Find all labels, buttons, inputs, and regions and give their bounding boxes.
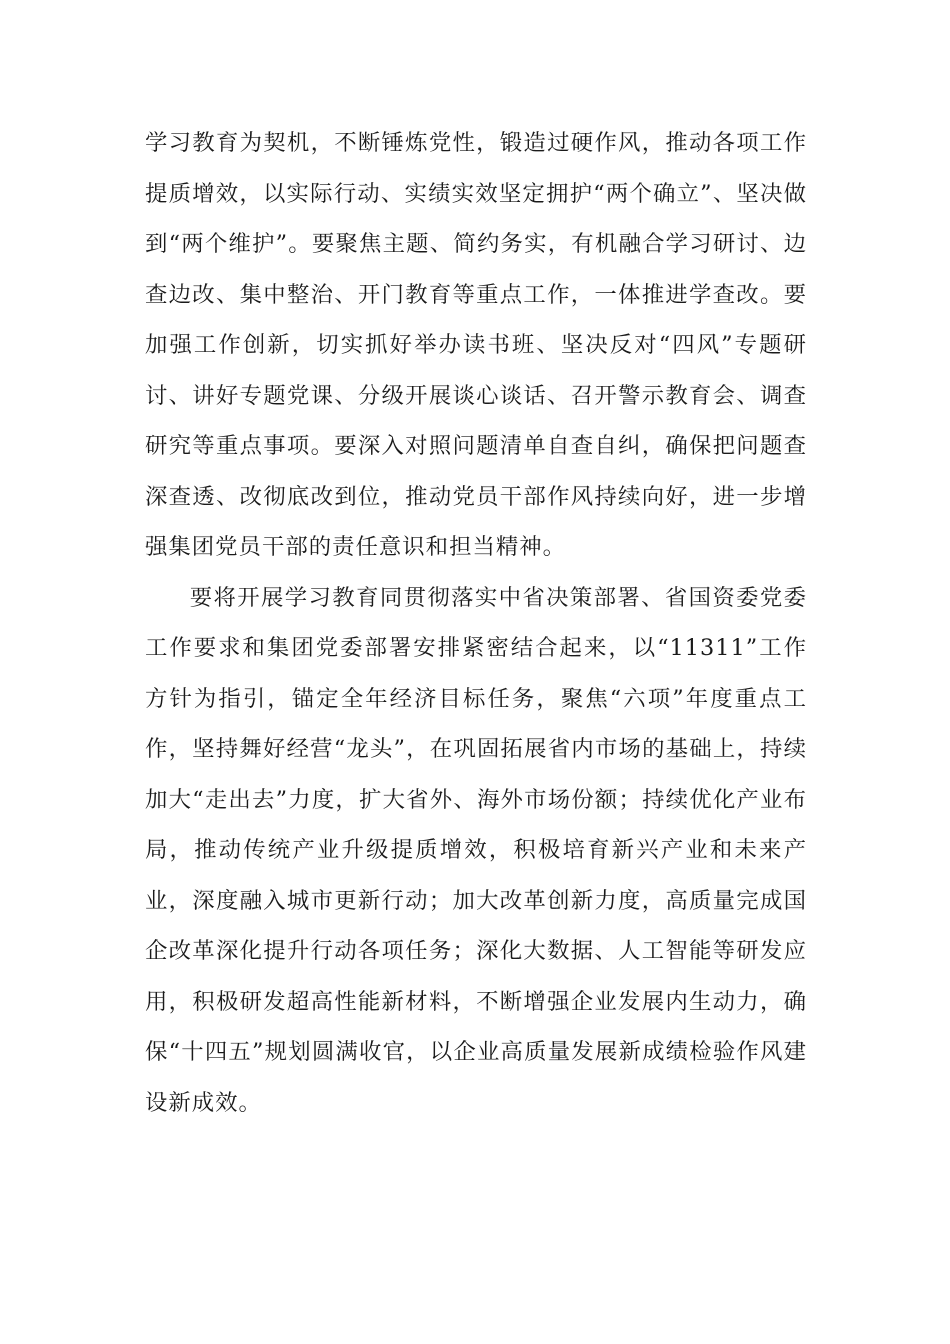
paragraph-2: 要将开展学习教育同贯彻落实中省决策部署、省国资委党委工作要求和集团党委部署安排紧密结合起来，以“11311”工作方针为指引，锚定全年经济目标任务，聚焦“六项”年度重点工作，坚持舞好经营“龙头”，在巩固拓展省内市场的基础上，持续加大“走出去”力度，扩大省外、海外市场份额；持续优化产业布局，推动传统产业升级提质增效，积极培育新兴产业和未来产业，深度融入城市更新行动；加大改革创新力度，高质量完成国企改革深化提升行动各项任务；深化大数据、人工智能等研发应用，积极研发超高性能新材料，不断增强企业发展内生动力，确保“十四五”规划圆满收官，以企业高质量发展新成绩检验作风建设新成效。: [145, 584, 807, 1116]
paragraph-1: 学习教育为契机，不断锤炼党性，锻造过硬作风，推动各项工作提质增效，以实际行动、实绩实效坚定拥护“两个确立”、坚决做到“两个维护”。要聚焦主题、简约务实，有机融合学习研讨、边查边改、集中整治、开门教育等重点工作，一体推进学查改。要加强工作创新，切实抓好举办读书班、坚决反对“四风”专题研讨、讲好专题党课、分级开展谈心谈话、召开警示教育会、调查研究等重点事项。要深入对照问题清单自查自纠，确保把问题查深查透、改彻底改到位，推动党员干部作风持续向好，进一步增强集团党员干部的责任意识和担当精神。: [145, 130, 807, 560]
document-page: [145, 118, 807, 1128]
